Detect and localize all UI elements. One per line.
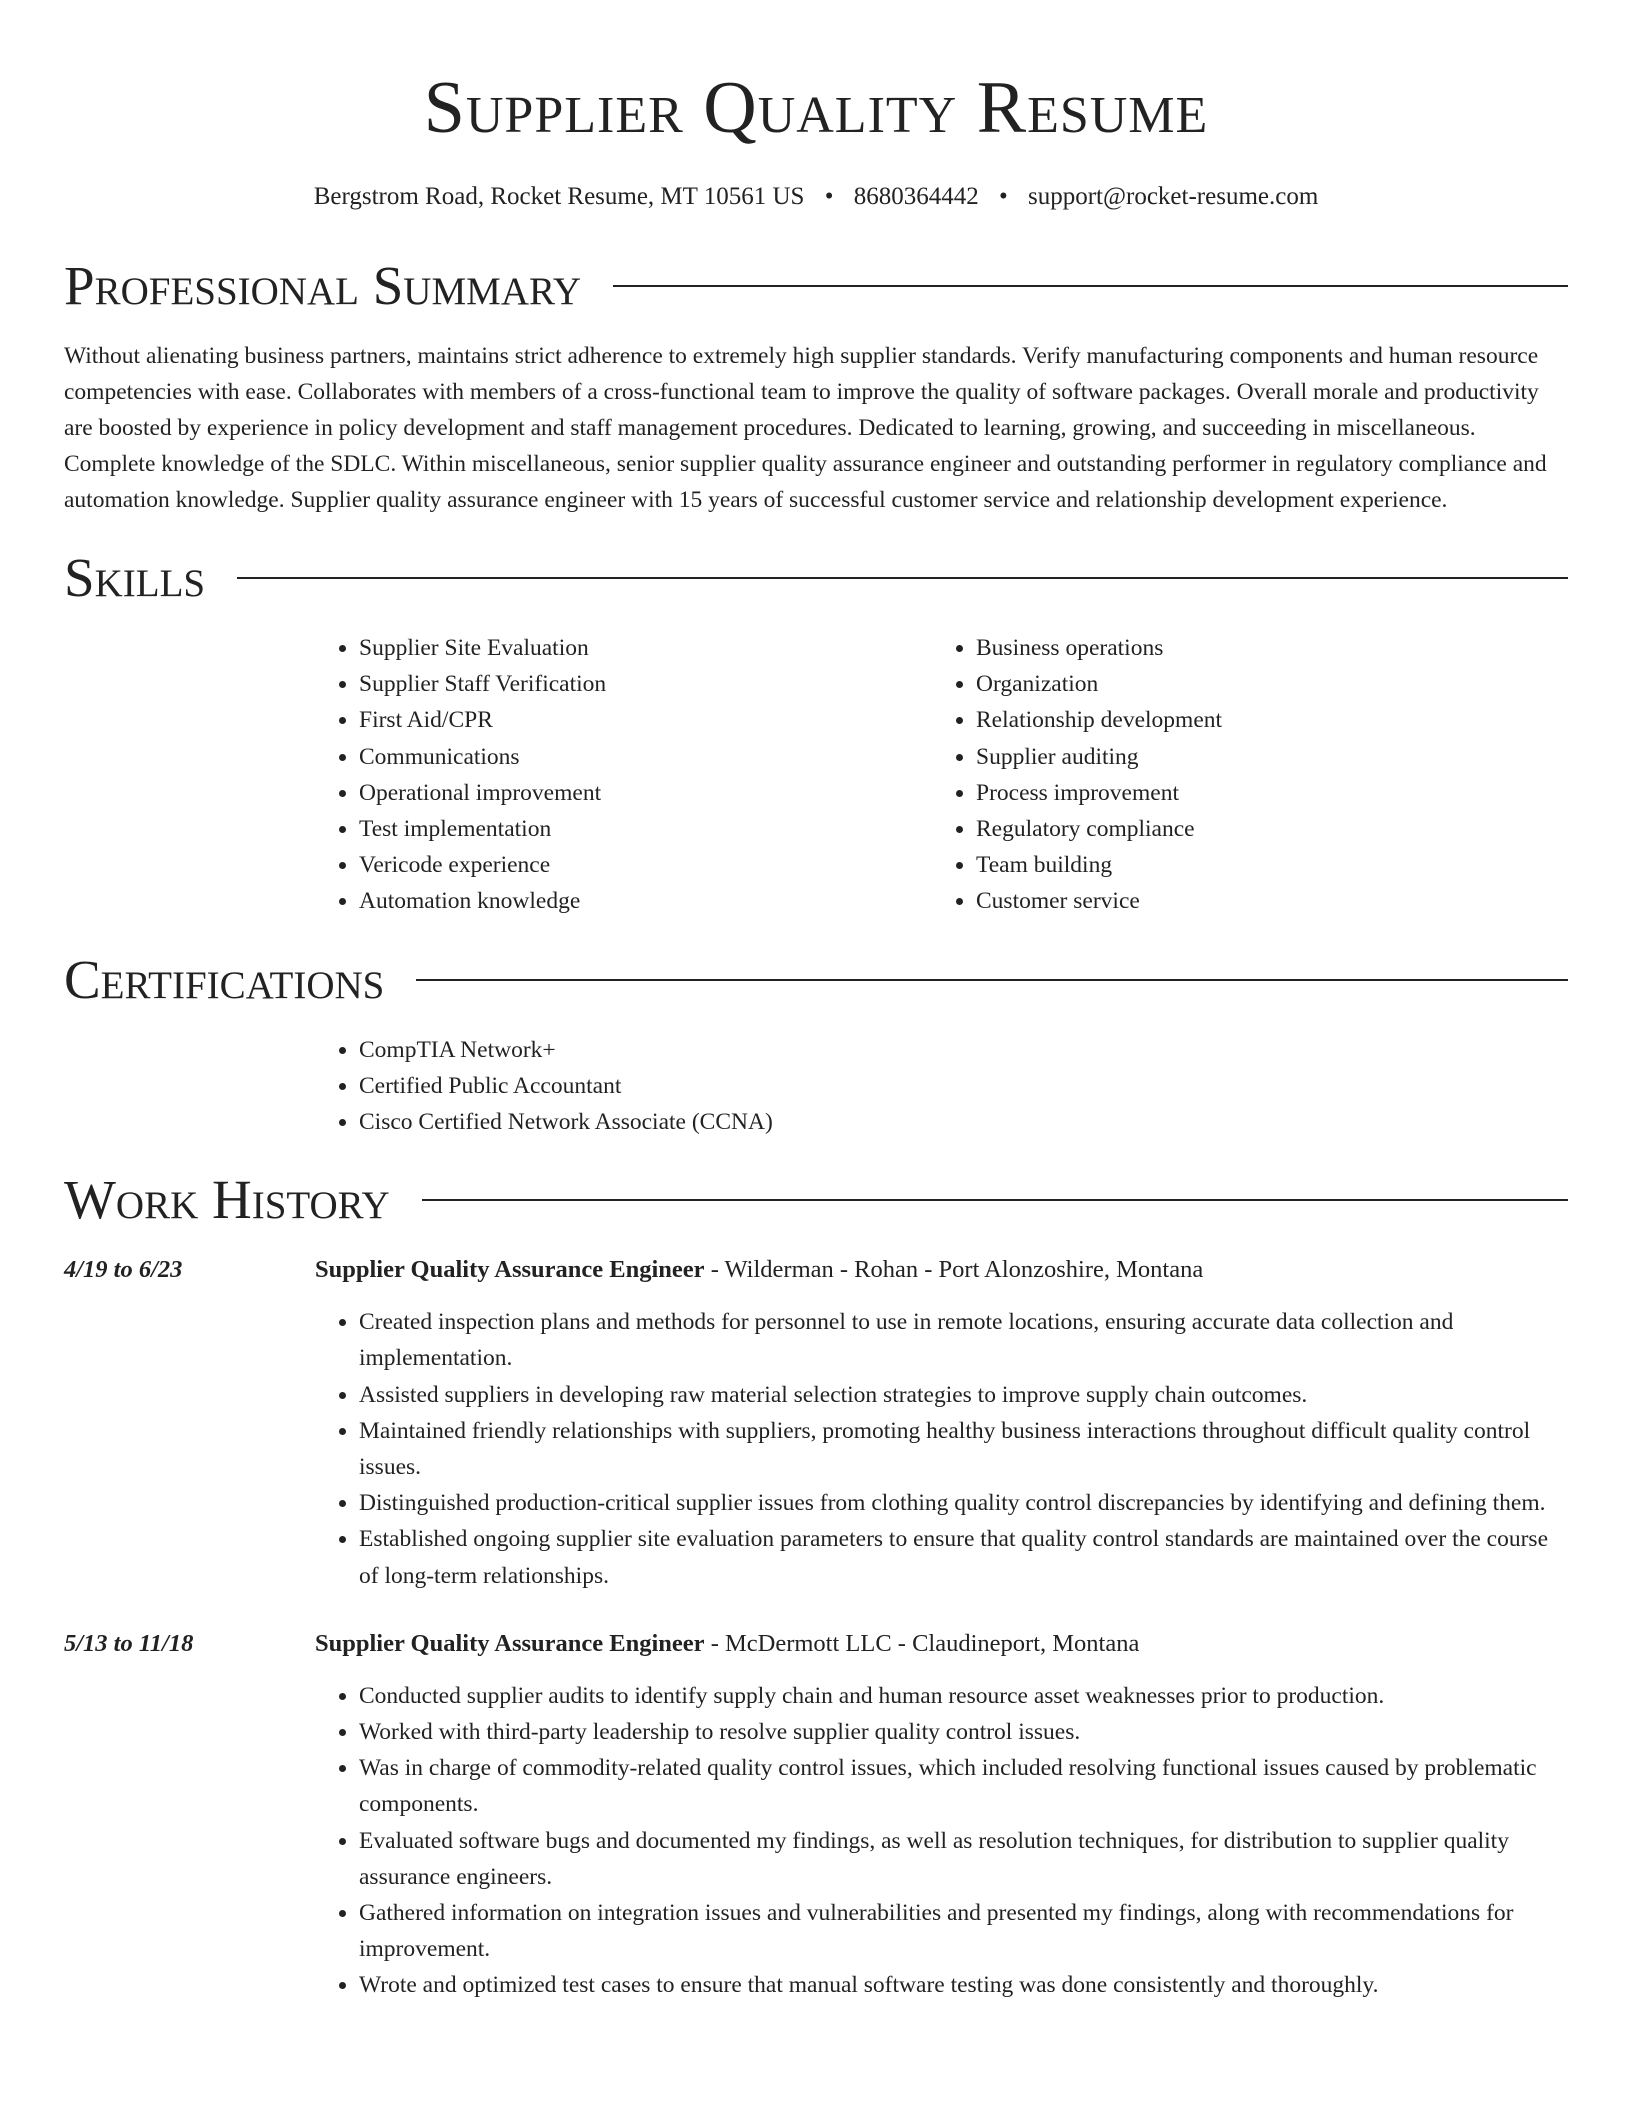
skill-item: • Supplier Staff Verification <box>359 666 932 702</box>
skills-list-right <box>932 630 1549 920</box>
skill-item: • Supplier Site Evaluation <box>359 630 932 666</box>
certifications-list <box>315 1032 1568 1141</box>
section-divider <box>237 577 1568 579</box>
section-divider <box>422 1199 1568 1201</box>
job-bullet: • Was in charge of commodity-related quality control issues, which included resolving functional issues caused by problematic components. <box>359 1750 1568 1822</box>
summary-heading: Professional Summary <box>64 255 582 316</box>
job-bullet: • Wrote and optimized test cases to ensure that manual software testing was done consistently and thoroughly. <box>359 1967 1568 2003</box>
jobs-list <box>64 1252 1568 2003</box>
summary-section <box>64 256 1568 518</box>
certifications-body <box>315 1032 1568 1141</box>
contact-line <box>64 182 1568 212</box>
job-bullet: • Gathered information on integration issues and vulnerabilities and presented my findings, along with recommendations for improvement. <box>359 1895 1568 1967</box>
contact-address: Bergstrom Road, Rocket Resume, MT 10561 US <box>313 183 805 210</box>
job-title: Supplier Quality Assurance Engineer <box>315 1256 705 1284</box>
skill-item: • Vericode experience <box>359 847 932 883</box>
job-title: Supplier Quality Assurance Engineer <box>315 1629 705 1657</box>
job-bullet-list <box>315 1304 1568 1594</box>
job-dates: 5/13 to 11/18 <box>64 1629 194 1657</box>
skill-item: • Process improvement <box>976 775 1549 811</box>
job-dates: 4/19 to 6/23 <box>64 1256 183 1284</box>
contact-email: support@rocket-resume.com <box>1027 183 1319 210</box>
skills-section <box>64 548 1568 920</box>
job-bullet: • Created inspection plans and methods for personnel to use in remote locations, ensuring accurate data collection and implementation. <box>359 1304 1568 1376</box>
skill-item: • Customer service <box>976 883 1549 919</box>
contact-separator: • <box>998 183 1008 210</box>
work-history-heading: Work History <box>64 1169 390 1231</box>
skill-item: • Team building <box>976 847 1549 883</box>
skill-item: • Regulatory compliance <box>976 811 1549 847</box>
job-bullet: • Distinguished production-critical supplier issues from clothing quality control discrepancies by identifying and defining them. <box>359 1485 1568 1521</box>
work-history-heading-row <box>64 1170 1568 1230</box>
skills-heading-row <box>64 548 1568 608</box>
job-header <box>64 1252 1568 1288</box>
job-company-location: - Wilderman - Rohan - Port Alonzoshire, Montana <box>704 1256 1204 1284</box>
summary-heading-row <box>64 256 1568 316</box>
section-divider <box>416 979 1568 981</box>
certification-item: • CompTIA Network+ <box>359 1032 1568 1068</box>
job-info <box>315 1252 1203 1288</box>
skills-list-left <box>315 630 932 920</box>
job-bullet: • Maintained friendly relationships with suppliers, promoting healthy business interactions throughout difficult quality control issues. <box>359 1413 1568 1485</box>
certification-item: • Certified Public Accountant <box>359 1068 1568 1104</box>
job-responsibilities <box>315 1678 1568 2004</box>
job-bullet: • Assisted suppliers in developing raw material selection strategies to improve supply chain outcomes. <box>359 1377 1568 1413</box>
certification-item: • Cisco Certified Network Associate (CCNA) <box>359 1104 1568 1140</box>
job-entry <box>64 1626 1568 2004</box>
job-bullet: • Worked with third-party leadership to resolve supplier quality control issues. <box>359 1714 1568 1750</box>
job-bullet: • Evaluated software bugs and documented my findings, as well as resolution techniques, for distribution to supplier quality assurance engineers. <box>359 1823 1568 1895</box>
skills-column-right <box>932 630 1549 920</box>
certifications-heading: Certifications <box>64 948 385 1010</box>
skill-item: • Automation knowledge <box>359 883 932 919</box>
skill-item: • Relationship development <box>976 702 1549 738</box>
job-info <box>315 1626 1139 1662</box>
work-history-section <box>64 1170 1568 2003</box>
skill-item: • Supplier auditing <box>976 739 1549 775</box>
skills-heading: Skills <box>64 547 206 608</box>
job-bullet: • Conducted supplier audits to identify supply chain and human resource asset weaknesses prior to production. <box>359 1678 1568 1714</box>
job-header <box>64 1626 1568 1662</box>
certifications-heading-row <box>64 950 1568 1010</box>
job-bullet: • Established ongoing supplier site evaluation parameters to ensure that quality control standards are maintained over the course of long-term relationships. <box>359 1521 1568 1593</box>
skill-item: • Operational improvement <box>359 775 932 811</box>
resume-page <box>64 0 1568 2004</box>
skill-item: • Business operations <box>976 630 1549 666</box>
job-entry <box>64 1252 1568 1594</box>
job-bullet-list <box>315 1678 1568 2004</box>
skill-item: • First Aid/CPR <box>359 702 932 738</box>
certifications-section <box>64 950 1568 1141</box>
job-company-location: - McDermott LLC - Claudineport, Montana <box>704 1629 1140 1657</box>
skill-item: • Test implementation <box>359 811 932 847</box>
section-divider <box>613 285 1568 287</box>
resume-title: Supplier Quality Resume <box>423 67 1209 149</box>
skills-column-left <box>315 630 932 920</box>
job-responsibilities <box>315 1304 1568 1594</box>
contact-separator: • <box>824 183 834 210</box>
skills-columns <box>315 630 1568 920</box>
skill-item: • Communications <box>359 739 932 775</box>
skill-item: • Organization <box>976 666 1549 702</box>
contact-phone: 8680364442 <box>853 183 979 210</box>
summary-text: Without alienating business partners, maintains strict adherence to extremely high supplier standards. Verify manufacturing components and human resource competencies with ease. Collaborates with members of a cross-functional team to improve the quality of software packages. Overall morale and productivity are boosted by experience in policy development and staff management procedures. Dedicated to learning, growing, and succeeding in miscellaneous. Complete knowledge of the SDLC. Within miscellaneous, senior supplier quality assurance engineer and outstanding performer in regulatory compliance and automation knowledge. Supplier quality assurance engineer with 15 years of successful customer service and relationship development experience. <box>64 343 1547 513</box>
